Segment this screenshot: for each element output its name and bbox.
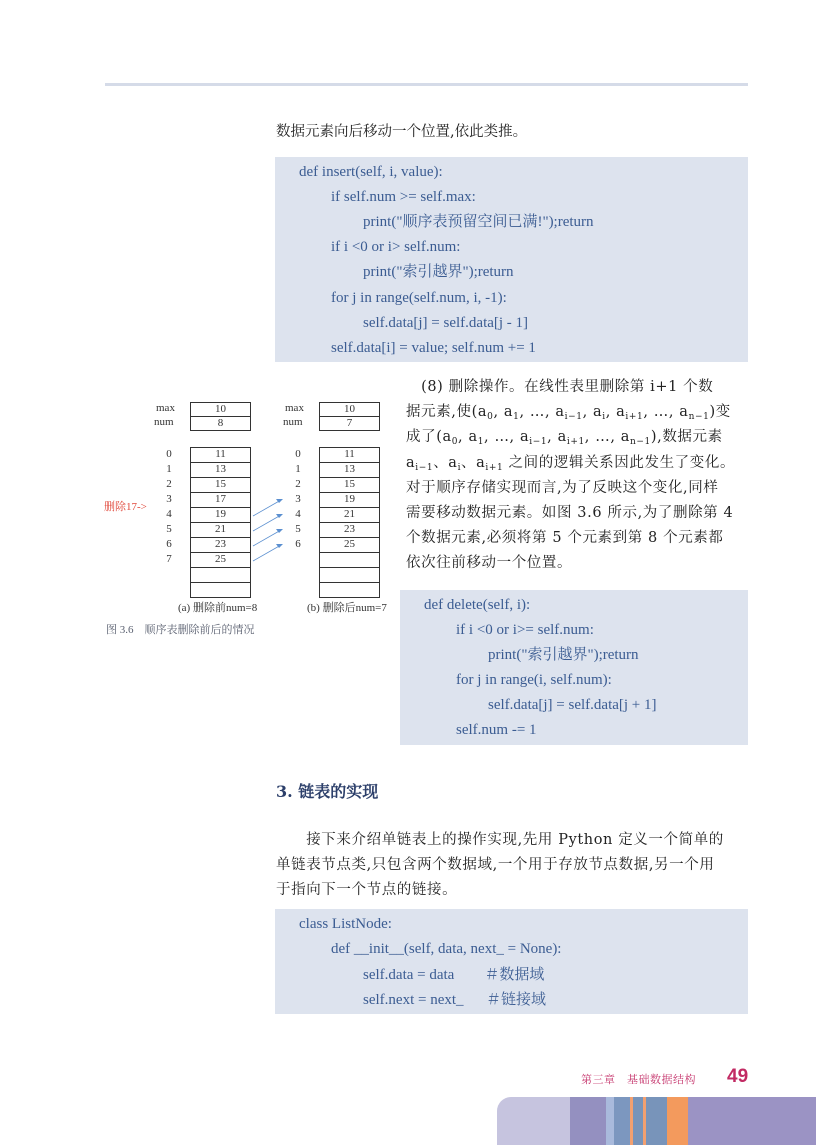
delete-marker: 删除17-> <box>104 501 147 513</box>
figure-3-6 <box>100 398 400 643</box>
code-line: if self.num >= self.max: <box>331 189 476 206</box>
subscript: n−1 <box>688 412 710 423</box>
subscript: i−1 <box>415 462 434 473</box>
paragraph-line <box>406 451 751 476</box>
code-line: for j in range(i, self.num): <box>456 672 612 688</box>
subscript: i+1 <box>625 412 644 423</box>
text-run: , a <box>605 404 626 421</box>
after-caption: (b) 删除后num=7 <box>307 602 387 614</box>
paragraph-line <box>406 501 751 526</box>
code-block-delete <box>400 590 748 745</box>
before-data-cell: 25 <box>190 552 251 568</box>
text-run: , …, a <box>643 404 689 421</box>
delete-operation-paragraph <box>406 375 751 577</box>
before-data-cell: 13 <box>190 462 251 478</box>
before-data-cell <box>190 582 251 598</box>
section-heading: 3. 链表的实现 <box>276 782 379 801</box>
subscript: i−1 <box>529 437 548 448</box>
text-run: ),数据元素 <box>650 429 723 446</box>
code-line: self.next = next_ ＃链接域 <box>363 992 547 1009</box>
text-run: , …, a <box>584 429 630 446</box>
text-run: )变 <box>709 404 731 421</box>
text-run: 依次往前移动一个位置。 <box>406 555 573 572</box>
code-block-insert <box>275 157 748 362</box>
bar-segment <box>667 1097 688 1145</box>
code-line: print("索引越界");return <box>488 647 639 663</box>
subscript: i+1 <box>485 462 504 473</box>
after-data-cell: 25 <box>319 537 380 553</box>
after-data-cell: 19 <box>319 492 380 508</box>
bar-segment <box>497 1097 570 1145</box>
text-run: , a <box>582 404 603 421</box>
before-max-label: max <box>156 402 175 414</box>
before-index: 3 <box>166 493 172 505</box>
paragraph-line: 单链表节点类,只包含两个数据域,一个用于存放节点数据,另一个用 <box>276 857 715 874</box>
after-data-cell: 13 <box>319 462 380 478</box>
before-data-cell: 15 <box>190 477 251 493</box>
before-index: 7 <box>166 553 172 565</box>
code-line: def delete(self, i): <box>424 597 531 613</box>
code-line: if i <0 or i> self.num: <box>331 239 461 256</box>
bar-segment <box>688 1097 816 1145</box>
intro-line: 数据元素向后移动一个位置,依此类推。 <box>276 124 528 140</box>
text-run: 对于顺序存储实现而言,为了反映这个变化,同样 <box>406 479 719 496</box>
before-data-cell: 17 <box>190 492 251 508</box>
text-run: , a <box>458 429 478 446</box>
bar-segment <box>614 1097 630 1145</box>
header-rule <box>105 83 748 86</box>
bar-segment <box>646 1097 667 1145</box>
before-index: 1 <box>166 463 172 475</box>
bar-segment <box>570 1097 606 1145</box>
code-line: if i <0 or i>= self.num: <box>456 622 594 638</box>
code-line: def __init__(self, data, next_ = None): <box>331 941 562 958</box>
before-index: 6 <box>166 538 172 550</box>
bar-segment <box>633 1097 643 1145</box>
after-data-cell: 23 <box>319 522 380 538</box>
before-num-cell: 8 <box>190 416 251 431</box>
subscript: 0 <box>451 437 459 448</box>
code-line: print("顺序表预留空间已满!");return <box>363 214 594 231</box>
paragraph-line <box>406 400 751 425</box>
text-run: , a <box>493 404 514 421</box>
code-line: self.data[j] = self.data[j + 1] <box>488 697 657 713</box>
text-run: 之间的逻辑关系因此发生了变化。 <box>503 454 736 471</box>
shift-arrow <box>253 529 283 546</box>
after-data-cell <box>319 567 380 583</box>
after-index: 5 <box>295 523 301 535</box>
paragraph-line <box>406 425 751 450</box>
paragraph-line <box>406 551 751 576</box>
code-block-listnode <box>275 909 748 1014</box>
after-data-cell: 21 <box>319 507 380 523</box>
subscript: i+1 <box>566 437 585 448</box>
after-max-label: max <box>285 402 304 414</box>
paragraph-line: 于指向下一个节点的链接。 <box>276 882 458 899</box>
paragraph-line <box>406 375 751 400</box>
before-data-cell: 11 <box>190 447 251 463</box>
before-data-cell: 23 <box>190 537 251 553</box>
subscript: 0 <box>487 412 494 423</box>
linked-list-paragraph <box>276 828 724 904</box>
shift-arrow <box>253 544 283 561</box>
after-index: 3 <box>295 493 301 505</box>
text-run: (8) 删除操作。在线性表里删除第 i+1 个数 <box>406 379 714 395</box>
page-number: 49 <box>727 1066 749 1087</box>
after-index: 2 <box>295 478 301 490</box>
text-run: 需要移动数据元素。如图 3.6 所示,为了删除第 4 <box>406 504 734 521</box>
text-run: 、a <box>461 454 486 471</box>
after-data-cell <box>319 552 380 568</box>
text-run: a <box>406 454 416 471</box>
before-index: 4 <box>166 508 172 520</box>
before-num-label: num <box>154 416 174 428</box>
before-index: 2 <box>166 478 172 490</box>
text-run: , a <box>547 429 567 446</box>
subscript: 1 <box>513 412 520 423</box>
before-max-cell: 10 <box>190 402 251 417</box>
paragraph-line: 接下来介绍单链表上的操作实现,先用 Python 定义一个简单的 <box>276 832 724 848</box>
code-line: for j in range(self.num, i, -1): <box>331 289 507 306</box>
text-run: 据元素,使(a <box>406 404 488 421</box>
after-num-cell: 7 <box>319 416 380 431</box>
before-index: 0 <box>166 448 172 460</box>
code-line: self.num -= 1 <box>456 722 537 738</box>
footer-chapter: 第三章 基础数据结构 <box>581 1073 696 1086</box>
after-max-cell: 10 <box>319 402 380 417</box>
text-run: 成了(a <box>406 429 452 446</box>
subscript: i−1 <box>564 412 583 423</box>
before-index: 5 <box>166 523 172 535</box>
shift-arrow <box>253 499 283 516</box>
bar-segment <box>606 1097 614 1145</box>
subscript: n−1 <box>629 437 651 448</box>
shift-arrow <box>253 514 283 531</box>
after-data-cell <box>319 582 380 598</box>
text-run: , …, a <box>519 404 565 421</box>
after-num-label: num <box>283 416 303 428</box>
code-line: self.data = data ＃数据域 <box>363 966 545 983</box>
code-line: self.data[i] = value; self.num += 1 <box>331 339 536 356</box>
subscript: i <box>457 462 462 473</box>
after-index: 6 <box>295 538 301 550</box>
after-data-cell: 11 <box>319 447 380 463</box>
text-run: , …, a <box>484 429 530 446</box>
code-line: self.data[j] = self.data[j - 1] <box>363 314 529 331</box>
code-line: class ListNode: <box>299 916 392 932</box>
subscript: i <box>602 412 606 423</box>
before-data-cell: 21 <box>190 522 251 538</box>
paragraph-line <box>406 526 751 551</box>
text-run: 个数据元素,必须将第 5 个元素到第 8 个元素都 <box>406 530 724 547</box>
subscript: 1 <box>477 437 485 448</box>
code-line: print("索引越界");return <box>363 264 514 281</box>
text-run: 、a <box>433 454 458 471</box>
paragraph-line <box>406 476 751 501</box>
before-caption: (a) 删除前num=8 <box>178 602 258 614</box>
figure-caption: 图 3.6 顺序表删除前后的情况 <box>106 624 255 636</box>
code-line: def insert(self, i, value): <box>299 164 443 180</box>
after-index: 0 <box>295 448 301 460</box>
after-index: 4 <box>295 508 301 520</box>
after-index: 1 <box>295 463 301 475</box>
before-data-cell <box>190 567 251 583</box>
before-data-cell: 19 <box>190 507 251 523</box>
after-data-cell: 15 <box>319 477 380 493</box>
